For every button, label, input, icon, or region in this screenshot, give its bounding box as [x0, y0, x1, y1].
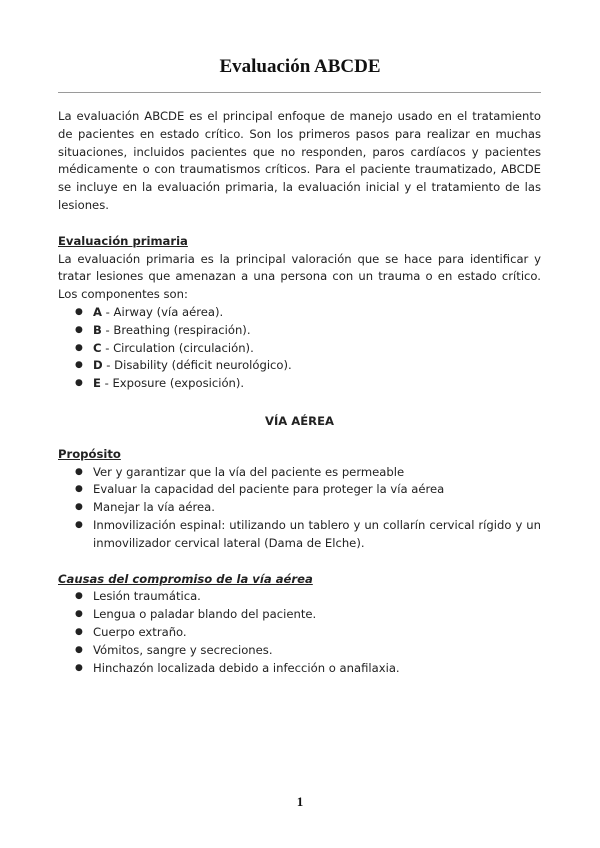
list-item: ● Evaluar la capacidad del paciente para proteger la vía aérea [58, 481, 541, 499]
document-body [58, 108, 541, 677]
list-item: ● Lengua o paladar blando del paciente. [58, 606, 541, 624]
list-item: ● A - Airway (vía aérea). [58, 304, 541, 322]
list-item: ● C - Circulation (circulación). [58, 340, 541, 358]
abcde-list [58, 304, 541, 393]
bullet-icon: ● [75, 519, 83, 530]
list-item: ● D - Disability (déficit neurológico). [58, 357, 541, 375]
bullet-icon: ● [75, 662, 83, 673]
bullet-icon: ● [75, 466, 83, 477]
bullet-icon: ● [75, 591, 83, 602]
causes-heading: Causas del compromiso de la vía aérea [58, 571, 313, 586]
page-title: Evaluación ABCDE [219, 56, 381, 77]
bullet-icon: ● [75, 484, 83, 495]
page-number: 1 [296, 794, 304, 809]
list-item: ● Lesión traumática. [58, 588, 541, 606]
bullet-icon: ● [75, 609, 83, 620]
bullet-icon: ● [75, 306, 83, 317]
list-item: ● Inmovilización espinal: utilizando un tablero y un collarín cervical rígido y un inmovilizador cervical lateral (Dama de Elche). [75, 517, 541, 550]
list-item: ● Manejar la vía aérea. [58, 499, 541, 517]
bullet-icon: ● [75, 502, 83, 513]
bullet-icon: ● [75, 626, 83, 637]
bullet-icon: ● [75, 360, 83, 371]
primary-paragraph: La evaluación primaria es la principal valoración que se hace para identificar y tratar lesiones que amenazan a una persona con un trauma o en estado crítico. Los componentes son: [58, 251, 541, 302]
list-item: ● Ver y garantizar que la vía del paciente es permeable [58, 464, 541, 482]
intro-paragraph: La evaluación ABCDE es el principal enfoque de manejo usado en el tratamiento de pacientes en estado crítico. Son los primeros pasos para realizar en muchas situaciones, incluidos pacientes que no responden, paros cardíacos y pacientes médicamente o con traumatismos críticos. Para el paciente traumatizado, ABCDE se incluye en la evaluación primaria, la evaluación inicial y el tratamiento de las lesiones. [58, 109, 541, 212]
list-item: ● E - Exposure (exposición). [58, 375, 541, 393]
causes-list [58, 588, 541, 677]
list-item: ● B - Breathing (respiración). [58, 322, 541, 340]
section-title: VÍA AÉREA [264, 413, 334, 428]
primary-heading: Evaluación primaria [58, 233, 188, 248]
bullet-icon: ● [75, 378, 83, 389]
purpose-heading: Propósito [58, 446, 121, 461]
bullet-icon: ● [75, 644, 83, 655]
title-divider [58, 92, 541, 93]
list-item: ● Cuerpo extraño. [58, 624, 541, 642]
list-item: ● Vómitos, sangre y secreciones. [58, 642, 541, 660]
bullet-icon: ● [75, 324, 83, 335]
list-item: ● Hinchazón localizada debido a infección o anafilaxia. [58, 660, 541, 678]
bullet-icon: ● [75, 342, 83, 353]
purpose-list [58, 464, 541, 553]
